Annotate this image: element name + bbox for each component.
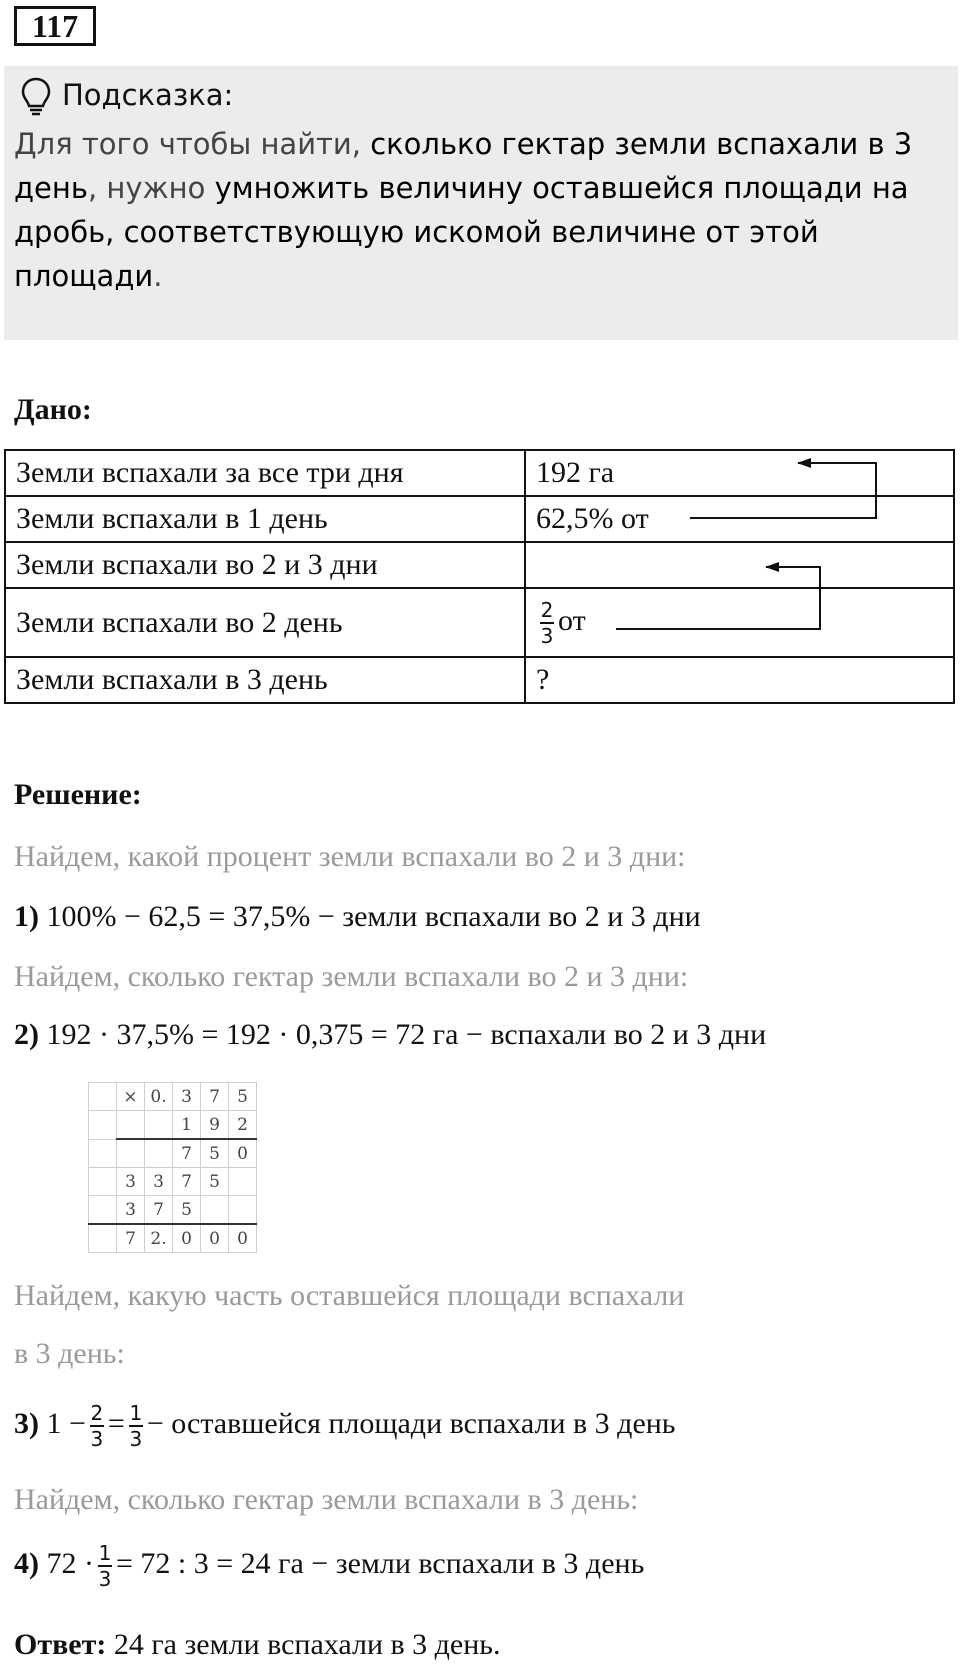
calc-row: × 0. 3 7 5 — [89, 1083, 257, 1111]
step1-intro: Найдем, какой процент земли вспахали во 2 и 3 дни: — [14, 840, 686, 873]
reference-arrows — [0, 0, 960, 720]
calc-row: 7 2. 0 0 0 — [89, 1224, 257, 1253]
step1-equation: 1) 100% − 62,5 = 37,5% − земли вспахали во 2 и 3 дни — [14, 900, 701, 933]
calc-row: 3 3 7 5 — [89, 1168, 257, 1196]
given-label: Земли вспахали во 2 и 3 дни — [5, 542, 525, 588]
given-value: 192 га — [525, 450, 954, 496]
fraction: $\frac{2}{3}$ — [540, 597, 554, 648]
given-label: Земли вспахали в 1 день — [5, 496, 525, 542]
given-value: 62,5% от — [525, 496, 954, 542]
fraction: $\frac{1}{3}$ — [98, 1541, 112, 1591]
given-label: Земли вспахали в 3 день — [5, 657, 525, 703]
arrow-line — [690, 463, 876, 518]
step3-intro-cont: в 3 день: — [14, 1337, 125, 1370]
answer: Ответ: 24 га земли вспахали в 3 день. — [14, 1628, 501, 1661]
task-number: 117 — [14, 6, 96, 46]
step2-intro: Найдем, сколько гектар земли вспахали во 2 и 3 дни: — [14, 960, 689, 993]
column-multiplication — [88, 1082, 257, 1253]
calc-row: 3 7 5 — [89, 1196, 257, 1225]
arrow-line — [616, 567, 820, 629]
step2-equation: 2) 192 · 37,5% = 192 · 0,375 = 72 га − вспахали во 2 и 3 дни — [14, 1018, 767, 1051]
given-label: Земли вспахали за все три дня — [5, 450, 525, 496]
fraction: $\frac{2}{3}$ — [90, 1401, 104, 1451]
given-value: $\frac{2}{3}$ от — [525, 588, 954, 657]
calc-row: 7 5 0 — [89, 1139, 257, 1168]
step4-intro: Найдем, сколько гектар земли вспахали в 3 день: — [14, 1483, 639, 1516]
hint-title: Подсказка: — [62, 78, 234, 112]
given-value: ? — [525, 657, 954, 703]
fraction: $\frac{1}{3}$ — [129, 1401, 143, 1451]
step3-intro: Найдем, какую часть оставшейся площади вспахали — [14, 1279, 685, 1312]
step3-equation: 3) 1 − $\frac{2}{3}$ = $\frac{1}{3}$ − оставшейся площади вспахали в 3 день — [14, 1401, 676, 1451]
step4-equation: 4) 72 · $\frac{1}{3}$ = 72 : 3 = 24 га − земли вспахали в 3 день — [14, 1541, 645, 1591]
solution-title: Решение: — [14, 778, 142, 811]
calc-row: 1 9 2 — [89, 1111, 257, 1140]
given-title: Дано: — [14, 393, 92, 426]
hint-text: Для того чтобы найти, сколько гектар земли вспахали в 3 день, нужно умножить величину оставшейся площади на дробь, соответствующую искомой величине от этой площади. — [14, 127, 913, 293]
given-label: Земли вспахали во 2 день — [5, 588, 525, 657]
